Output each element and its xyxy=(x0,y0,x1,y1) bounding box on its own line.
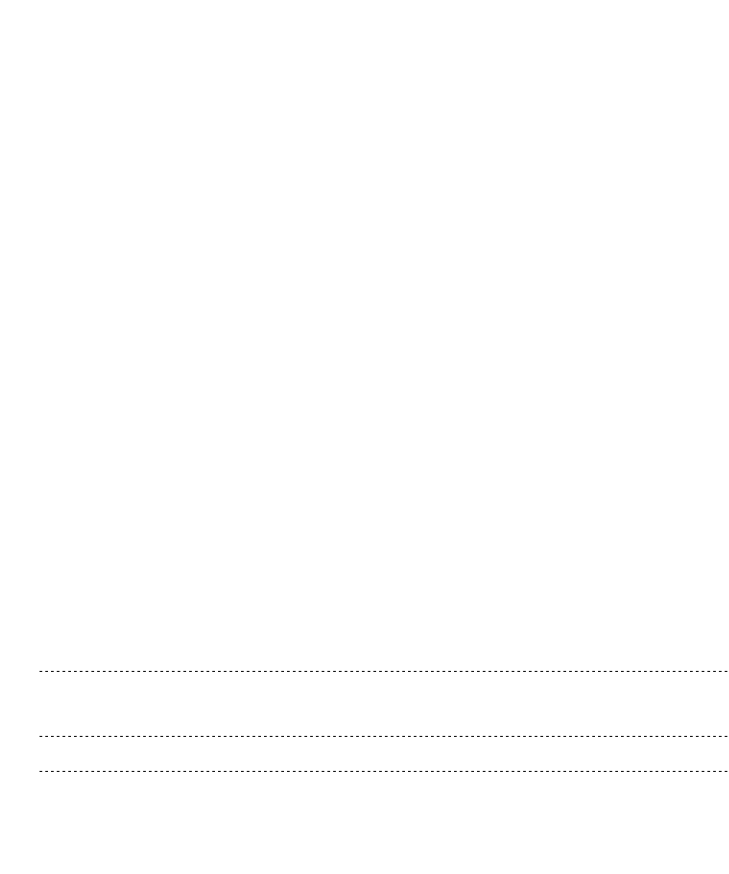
table-header-line-2 xyxy=(38,754,61,766)
divider: ------------------------------------------------------------------------------------------------------------------------ xyxy=(38,766,729,777)
table-header-line-1 xyxy=(38,742,61,754)
divider: ------------------------------------------------------------------------------------------------------------------------ xyxy=(38,666,729,677)
divider: ------------------------------------------------------------------------------------------------------------------------ xyxy=(38,731,729,742)
